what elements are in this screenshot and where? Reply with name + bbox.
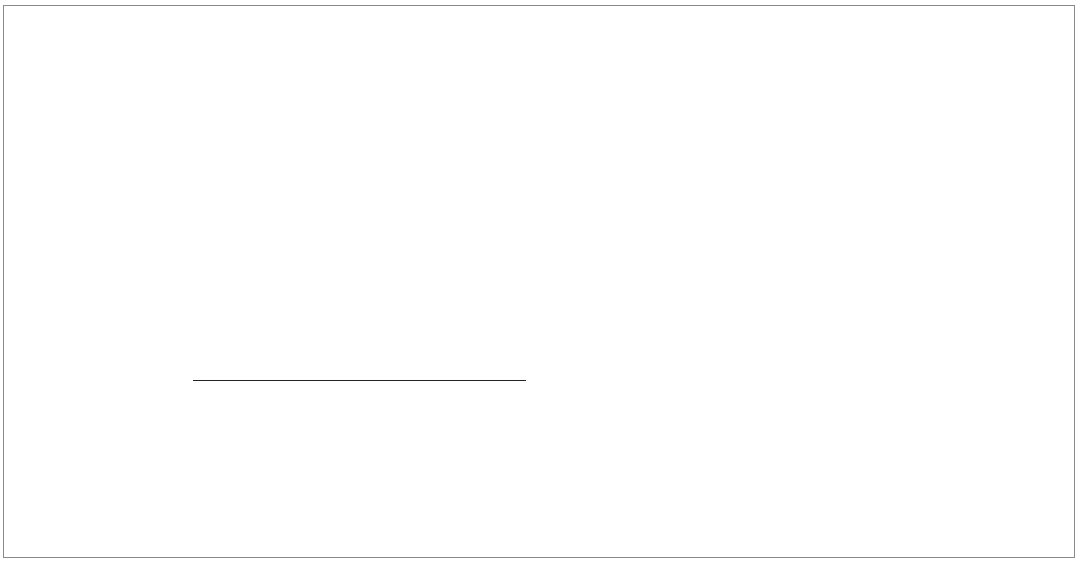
stage-arrows bbox=[0, 0, 1080, 100]
section-divider bbox=[193, 380, 526, 381]
